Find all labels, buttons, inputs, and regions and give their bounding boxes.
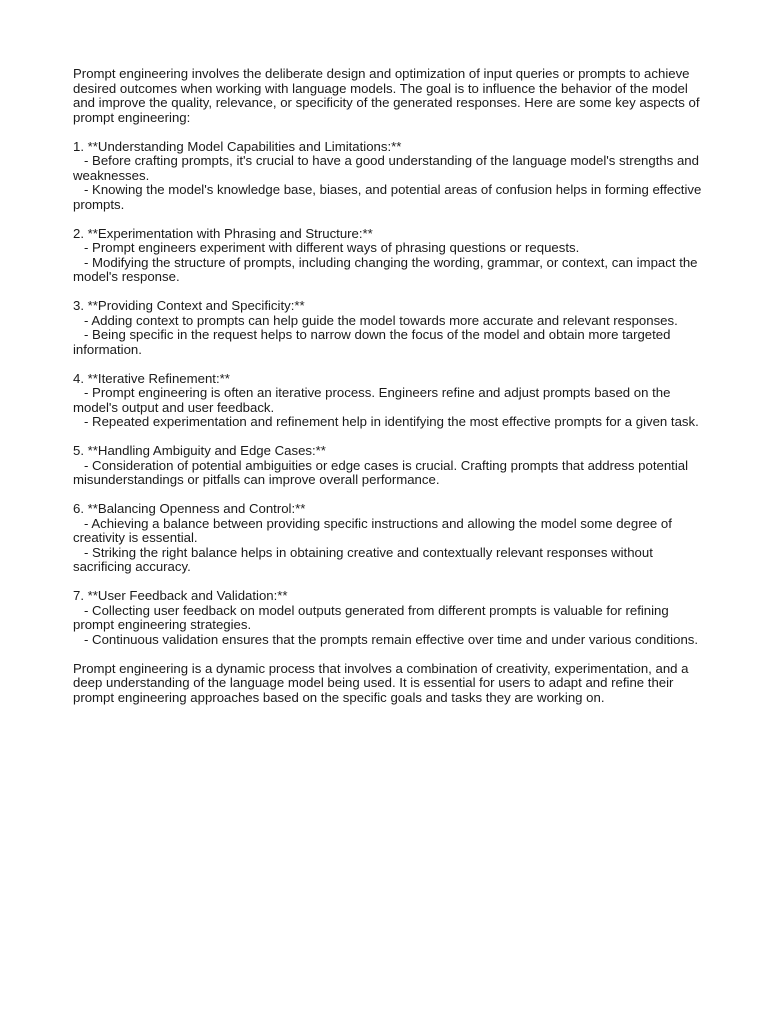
section-heading: 7. **User Feedback and Validation:** bbox=[73, 588, 288, 603]
section-heading: 6. **Balancing Openness and Control:** bbox=[73, 501, 306, 516]
bullet-text: - Prompt engineers experiment with different ways of phrasing questions or requests. bbox=[84, 240, 580, 255]
intro-paragraph: Prompt engineering involves the deliberate design and optimization of input queries or prompts to achieve desired outcomes when working with language models. The goal is to influence the behavior of the model and improve the quality, relevance, or specificity of the generated responses. Here are some key aspects of prompt engineering: bbox=[73, 66, 700, 125]
section-bullet bbox=[73, 546, 703, 575]
section-bullet bbox=[73, 415, 703, 430]
conclusion-paragraph: Prompt engineering is a dynamic process that involves a combination of creativity, experimentation, and a deep understanding of the language model being used. It is essential for users to adapt and refine their prompt engineering approaches based on the specific goals and tasks they are working on. bbox=[73, 660, 689, 705]
bullet-text: - Collecting user feedback on model outputs generated from different prompts is valuable for refining prompt engineering strategies. bbox=[73, 602, 669, 632]
bullet-text: - Striking the right balance helps in obtaining creative and contextually relevant responses without sacrificing accuracy. bbox=[73, 544, 653, 574]
section-6 bbox=[73, 502, 703, 575]
section-3 bbox=[73, 299, 703, 357]
bullet-text: - Adding context to prompts can help guide the model towards more accurate and relevant responses. bbox=[84, 312, 678, 328]
section-bullet bbox=[73, 241, 703, 256]
bullet-text: - Achieving a balance between providing specific instructions and allowing the model some degree of creativity is essential. bbox=[73, 515, 672, 545]
section-5 bbox=[73, 444, 703, 488]
section-2 bbox=[73, 227, 703, 285]
bullet-text: - Knowing the model's knowledge base, biases, and potential areas of confusion helps in forming effective prompts. bbox=[73, 182, 702, 212]
section-heading: 5. **Handling Ambiguity and Edge Cases:** bbox=[73, 443, 326, 458]
bullet-text: - Being specific in the request helps to narrow down the focus of the model and obtain more targeted information. bbox=[73, 327, 671, 357]
section-bullet bbox=[73, 633, 703, 648]
bullet-text: - Consideration of potential ambiguities or edge cases is crucial. Crafting prompts that address potential misunderstandings or pitfalls can improve overall performance. bbox=[73, 457, 689, 487]
section-1 bbox=[73, 140, 703, 213]
bullet-text: - Modifying the structure of prompts, including changing the wording, grammar, or context, can impact the model's response. bbox=[73, 254, 698, 284]
section-bullet bbox=[73, 459, 703, 488]
section-bullet bbox=[73, 328, 703, 357]
section-bullet bbox=[73, 386, 703, 415]
bullet-text: - Prompt engineering is often an iterative process. Engineers refine and adjust prompts based on the model's output and user feedback. bbox=[73, 385, 671, 415]
section-bullet bbox=[73, 604, 703, 633]
section-4 bbox=[73, 372, 703, 430]
section-bullet bbox=[73, 314, 703, 329]
section-heading: 1. **Understanding Model Capabilities and Limitations:** bbox=[73, 138, 402, 154]
section-bullet bbox=[73, 183, 703, 212]
section-7 bbox=[73, 589, 703, 647]
section-bullet bbox=[73, 256, 703, 285]
bullet-text: - Continuous validation ensures that the prompts remain effective over time and under various conditions. bbox=[84, 631, 699, 647]
bullet-text: - Before crafting prompts, it's crucial to have a good understanding of the language model's strengths and weaknesses. bbox=[73, 153, 699, 183]
section-heading: 2. **Experimentation with Phrasing and Structure:** bbox=[73, 225, 373, 241]
document-page bbox=[73, 67, 703, 720]
bullet-text: - Repeated experimentation and refinement help in identifying the most effective prompts for a given task. bbox=[84, 414, 699, 429]
section-heading: 4. **Iterative Refinement:** bbox=[73, 370, 230, 386]
section-heading: 3. **Providing Context and Specificity:** bbox=[73, 298, 305, 313]
section-bullet bbox=[73, 154, 703, 183]
section-bullet bbox=[73, 517, 703, 546]
